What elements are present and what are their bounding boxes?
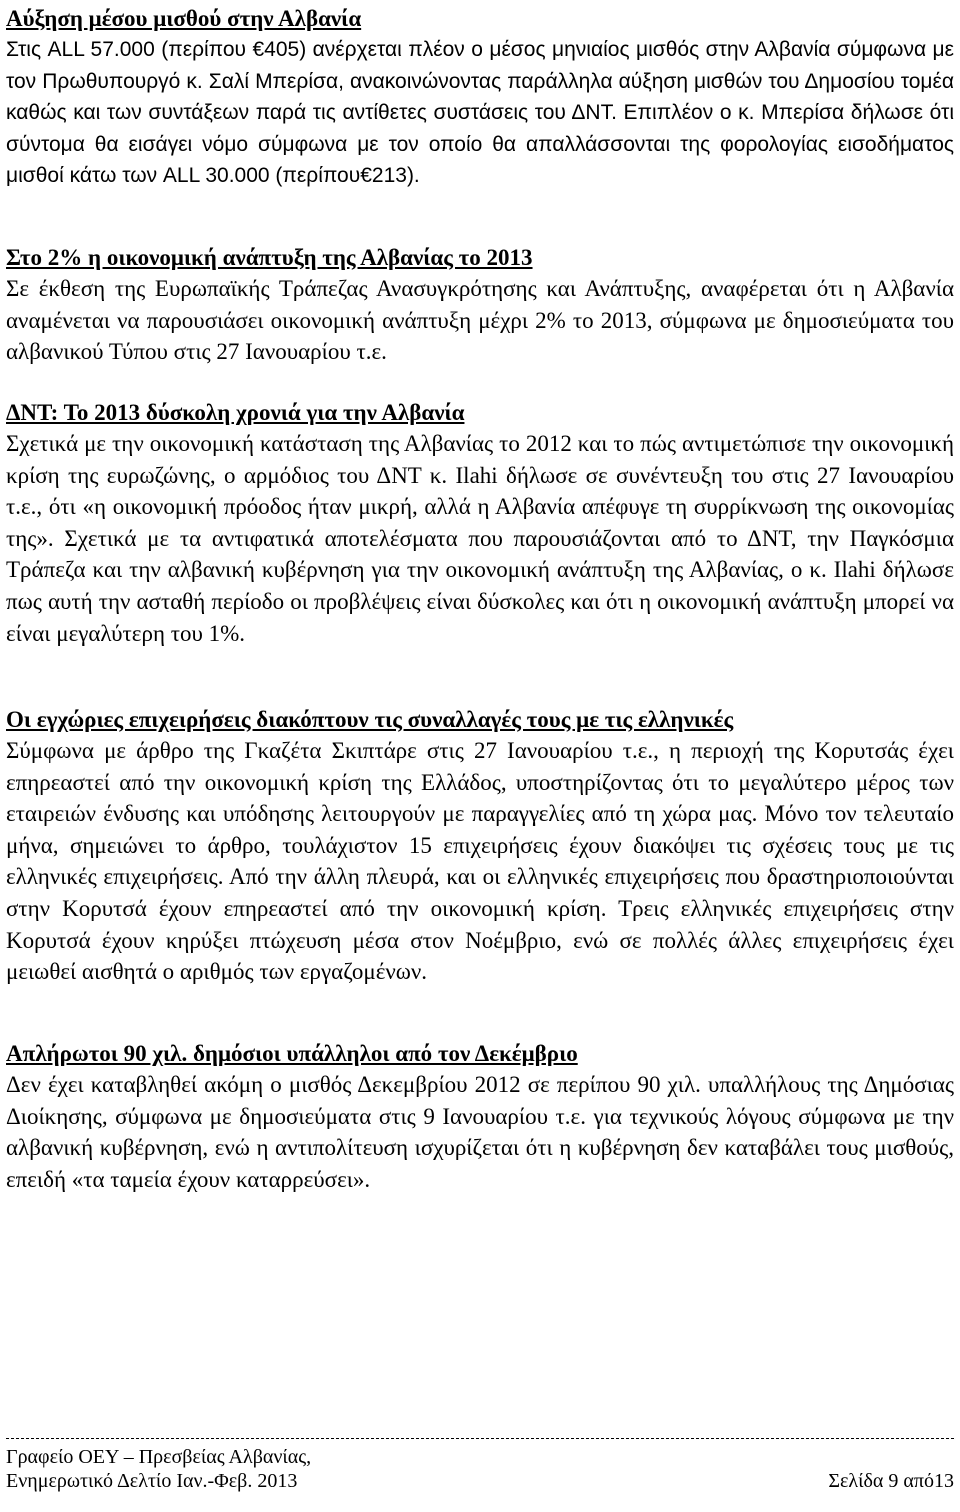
footer-row bbox=[6, 1469, 954, 1493]
article-salary-increase bbox=[6, 3, 954, 192]
article-body: Σχετικά με την οικονομική κατάσταση της Αλβανίας το 2012 και το πώς αντιμετώπισε την οικονομική κρίση της ευρωζώνης, ο αρμόδιος του ΔΝΤ κ. Ilahi δήλωσε σε συνέντευξη του στις 27 Ιανουαρίου τ.ε., ότι «η οικονομική πρόοδος ήταν μικρή, αλλά η Αλβανία απέφυγε τη συρρίκνωση της οικονομίας της». Σχετικά με τα αντιφατικά αποτελέσματα που παρουσιάζονται από το ΔΝΤ, την Παγκόσμια Τράπεζα και την αλβανική κυβέρνηση για την οικονομική ανάπτυξη της Αλβανίας, ο κ. Ilahi δήλωσε πως αυτή την ασταθή περίοδο οι προβλέψεις είναι δύσκολες και ότι η οικονομική ανάπτυξη μπορεί να είναι μεγαλύτερη του 1%. bbox=[6, 431, 954, 646]
article-heading: Απλήρωτοι 90 χιλ. δημόσιοι υπάλληλοι από τον Δεκέμβριο bbox=[6, 1041, 578, 1066]
article-heading: Οι εγχώριες επιχειρήσεις διακόπτουν τις συναλλαγές τους με τις ελληνικές bbox=[6, 707, 734, 732]
article-heading: Στο 2% η οικονομική ανάπτυξη της Αλβανίας το 2013 bbox=[6, 245, 533, 270]
article-economic-growth bbox=[6, 242, 954, 368]
page-footer bbox=[6, 1438, 954, 1493]
footer-office: Γραφείο ΟΕΥ – Πρεσβείας Αλβανίας, bbox=[6, 1446, 312, 1468]
article-body: Στις ALL 57.000 (περίπου €405) ανέρχεται πλέον ο μέσος μηνιαίος μισθός στην Αλβανία σύμφωνα με τον Πρωθυπουργό κ. Σαλί Μπερίσα, ανακοινώνοντας παράλληλα αύξηση μισθών του Δημοσίου τομέα καθώς και των συντάξεων παρά τις αντίθετες συστάσεις του ΔΝΤ. Επιπλέον ο κ. Μπερίσα δήλωσε ότι σύντομα θα εισάγει νόμο σύμφωνα με τον οποίο θα απαλλάσσονται της φορολογίας εισοδήματος μισθοί κάτω των ALL 30.000 (περίπου€213). bbox=[6, 38, 954, 188]
article-imf-difficult-year bbox=[6, 397, 954, 649]
article-body: Σε έκθεση της Ευρωπαϊκής Τράπεζας Ανασυγκρότησης και Ανάπτυξης, αναφέρεται ότι η Αλβανία αναμένεται να παρουσιάσει οικονομική ανάπτυξη μέχρι 2% το 2013, σύμφωνα με δημοσιεύματα του αλβανικού Τύπου στις 27 Ιανουαρίου τ.ε. bbox=[6, 276, 954, 365]
footer-divider bbox=[6, 1438, 954, 1439]
article-domestic-businesses bbox=[6, 704, 954, 988]
article-body: Δεν έχει καταβληθεί ακόμη ο μισθός Δεκεμβρίου 2012 σε περίπου 90 χιλ. υπαλλήλους της Δημόσιας Διοίκησης, σύμφωνα με δημοσιεύματα στις 9 Ιανουαρίου τ.ε. για τεχνικούς λόγους σύμφωνα με την αλβανική κυβέρνηση, ενώ η αντιπολίτευση ισχυρίζεται ότι η κυβέρνηση δεν καταβάλει τους μισθούς, επειδή «τα ταμεία έχουν καταρρεύσει». bbox=[6, 1072, 954, 1192]
article-body: Σύμφωνα με άρθρο της Γκαζέτα Σκιπτάρε στις 27 Ιανουαρίου τ.ε., η περιοχή της Κορυτσάς έχει επηρεαστεί από την οικονομική κρίση της Ελλάδος, υποστηρίζοντας ότι το μεγαλύτερο μέρος των εταιρειών ένδυσης και υπόδησης λειτουργούν με παραγγελίες από τη χώρα μας. Μόνο τον τελευταίο μήνα, σημειώνει το άρθρο, τουλάχιστον 15 επιχειρήσεις έχουν διακόψει τις σχέσεις τους με τις ελληνικές επιχειρήσεις. Από την άλλη πλευρά, και οι ελληνικές επιχειρήσεις που δραστηριοποιούνται στην Κορυτσά έχουν επηρεαστεί από την οικονομική κρίση. Τρεις ελληνικές επιχειρήσεις στην Κορυτσά έχουν κηρύξει πτώχευση μέσα στον Νοέμβριο, ενώ σε πολλές άλλες επιχειρήσεις έχει μειωθεί αισθητά ο αριθμός των εργαζομένων. bbox=[6, 738, 954, 985]
article-heading: ΔΝΤ: Το 2013 δύσκολη χρονιά για την Αλβανία bbox=[6, 400, 465, 425]
article-unpaid-employees bbox=[6, 1038, 954, 1195]
page-number: Σελίδα 9 από13 bbox=[828, 1470, 954, 1492]
footer-bulletin-title: Ενημερωτικό Δελτίο Ιαν.-Φεβ. 2013 bbox=[6, 1470, 298, 1492]
article-heading: Αύξηση μέσου μισθού στην Αλβανία bbox=[6, 6, 362, 31]
